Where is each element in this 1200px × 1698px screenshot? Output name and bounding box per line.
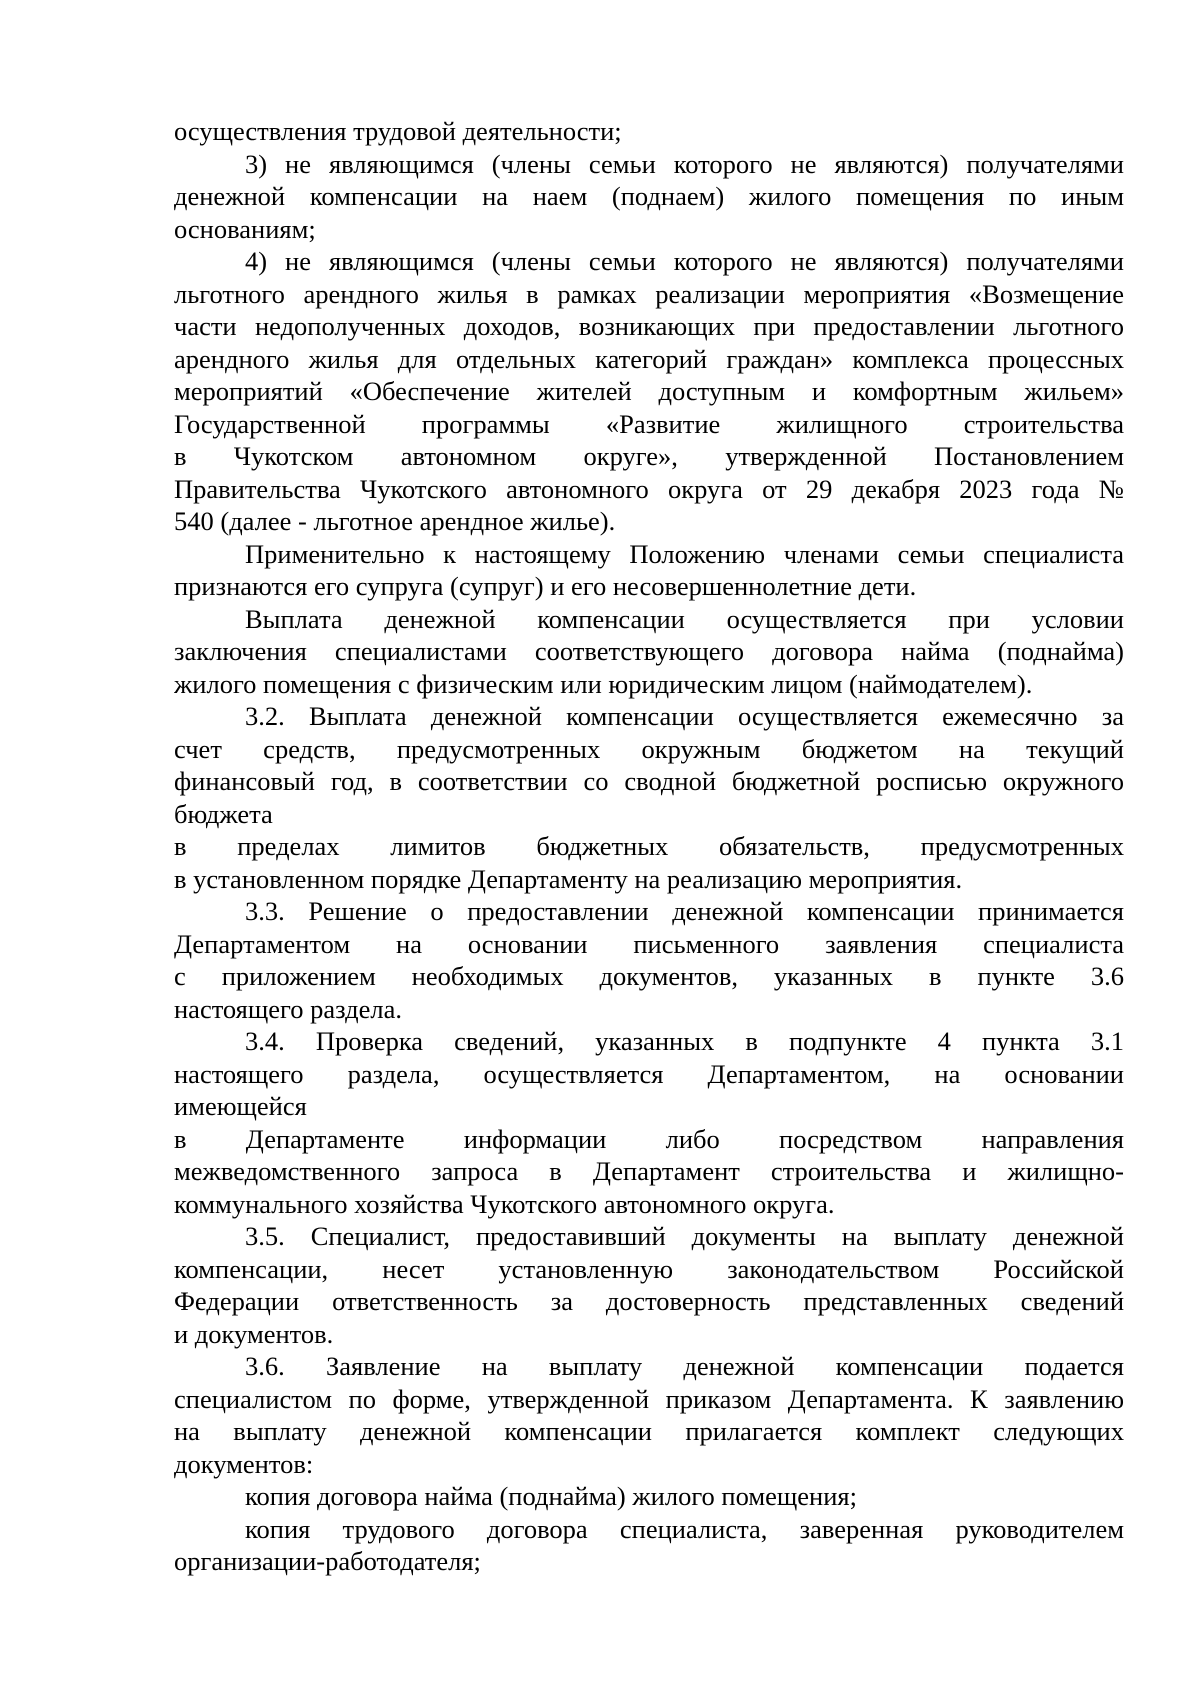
text-line: Применительно к настоящему Положению членами семьи специалиста — [245, 538, 1124, 569]
text-line: денежной компенсации на наем (поднаем) жилого помещения по иным — [174, 181, 1124, 211]
text-line: 540 (далее - льготное арендное жилье). — [174, 506, 616, 536]
text-line: финансовый год, в соответствии со сводной бюджетной росписью окружного — [174, 766, 1124, 796]
text-line: 3.6. Заявление на выплату денежной компенсации подается — [245, 1351, 1124, 1381]
text-line: мероприятий «Обеспечение жителей доступным и комфортным жильем» — [174, 376, 1124, 406]
text-line: 3.4. Проверка сведений, указанных в подпункте 4 пункта 3.1 — [245, 1026, 1124, 1056]
text-line: межведомственного запроса в Департамент строительства и жилищно- — [174, 1156, 1124, 1186]
text-line: копия договора найма (поднайма) жилого помещения; — [245, 1481, 857, 1511]
text-line: Департаментом на основании письменного заявления специалиста — [174, 928, 1124, 959]
text-line: части недополученных доходов, возникающих при предоставлении льготного — [174, 311, 1124, 341]
text-line: коммунального хозяйства Чукотского автономного округа. — [174, 1188, 835, 1219]
document-body — [174, 115, 1124, 1578]
text-line: Выплата денежной компенсации осуществляется при условии — [245, 603, 1124, 634]
text-line: организации-работодателя; — [174, 1546, 481, 1576]
text-line: осуществления трудовой деятельности; — [174, 116, 622, 146]
text-line: 3.5. Специалист, предоставивший документы на выплату денежной — [245, 1221, 1124, 1251]
text-line: заключения специалистами соответствующего договора найма (поднайма) — [174, 636, 1124, 666]
text-line: настоящего раздела. — [174, 993, 402, 1024]
text-line: настоящего раздела, осуществляется Департаментом, на основании — [174, 1058, 1124, 1089]
text-line: 3) не являющимся (члены семьи которого не являются) получателями — [245, 148, 1124, 179]
text-line: в пределах лимитов бюджетных обязательств, предусмотренных — [174, 831, 1124, 861]
text-line: копия трудового договора специалиста, заверенная руководителем — [245, 1513, 1124, 1544]
text-line: 4) не являющимся (члены семьи которого не являются) получателями — [245, 246, 1124, 276]
text-line: жилого помещения с физическим или юридическим лицом (наймодателем). — [174, 668, 1033, 699]
text-line: в установленном порядке Департаменту на реализацию мероприятия. — [174, 863, 963, 894]
text-line: Правительства Чукотского автономного округа от 29 декабря 2023 года № — [174, 473, 1124, 504]
text-line: на выплату денежной компенсации прилагается комплект следующих — [174, 1416, 1124, 1446]
text-line: основаниям; — [174, 213, 316, 244]
text-line: в Департаменте информации либо посредством направления — [174, 1123, 1124, 1154]
text-line: арендного жилья для отдельных категорий граждан» комплекса процессных — [174, 343, 1124, 374]
text-line: бюджета — [174, 798, 273, 829]
text-line: Государственной программы «Развитие жилищного строительства — [174, 408, 1124, 439]
text-line: льготного арендного жилья в рамках реализации мероприятия «Возмещение — [174, 278, 1124, 309]
text-line: счет средств, предусмотренных окружным бюджетом на текущий — [174, 733, 1124, 764]
text-line: признаются его супруга (супруг) и его несовершеннолетние дети. — [174, 571, 917, 601]
text-line: 3.2. Выплата денежной компенсации осуществляется ежемесячно за — [245, 701, 1124, 731]
text-line: документов: — [174, 1448, 314, 1479]
text-line: и документов. — [174, 1318, 334, 1349]
text-line: специалистом по форме, утвержденной приказом Департамента. К заявлению — [174, 1383, 1124, 1414]
text-line: с приложением необходимых документов, указанных в пункте 3.6 — [174, 961, 1124, 991]
text-line: компенсации, несет установленную законодательством Российской — [174, 1253, 1124, 1284]
text-line: имеющейся — [174, 1091, 307, 1121]
text-line: Федерации ответственность за достоверность представленных сведений — [174, 1286, 1124, 1316]
text-line: 3.3. Решение о предоставлении денежной компенсации принимается — [245, 896, 1124, 926]
text-line: в Чукотском автономном округе», утвержденной Постановлением — [174, 441, 1124, 471]
